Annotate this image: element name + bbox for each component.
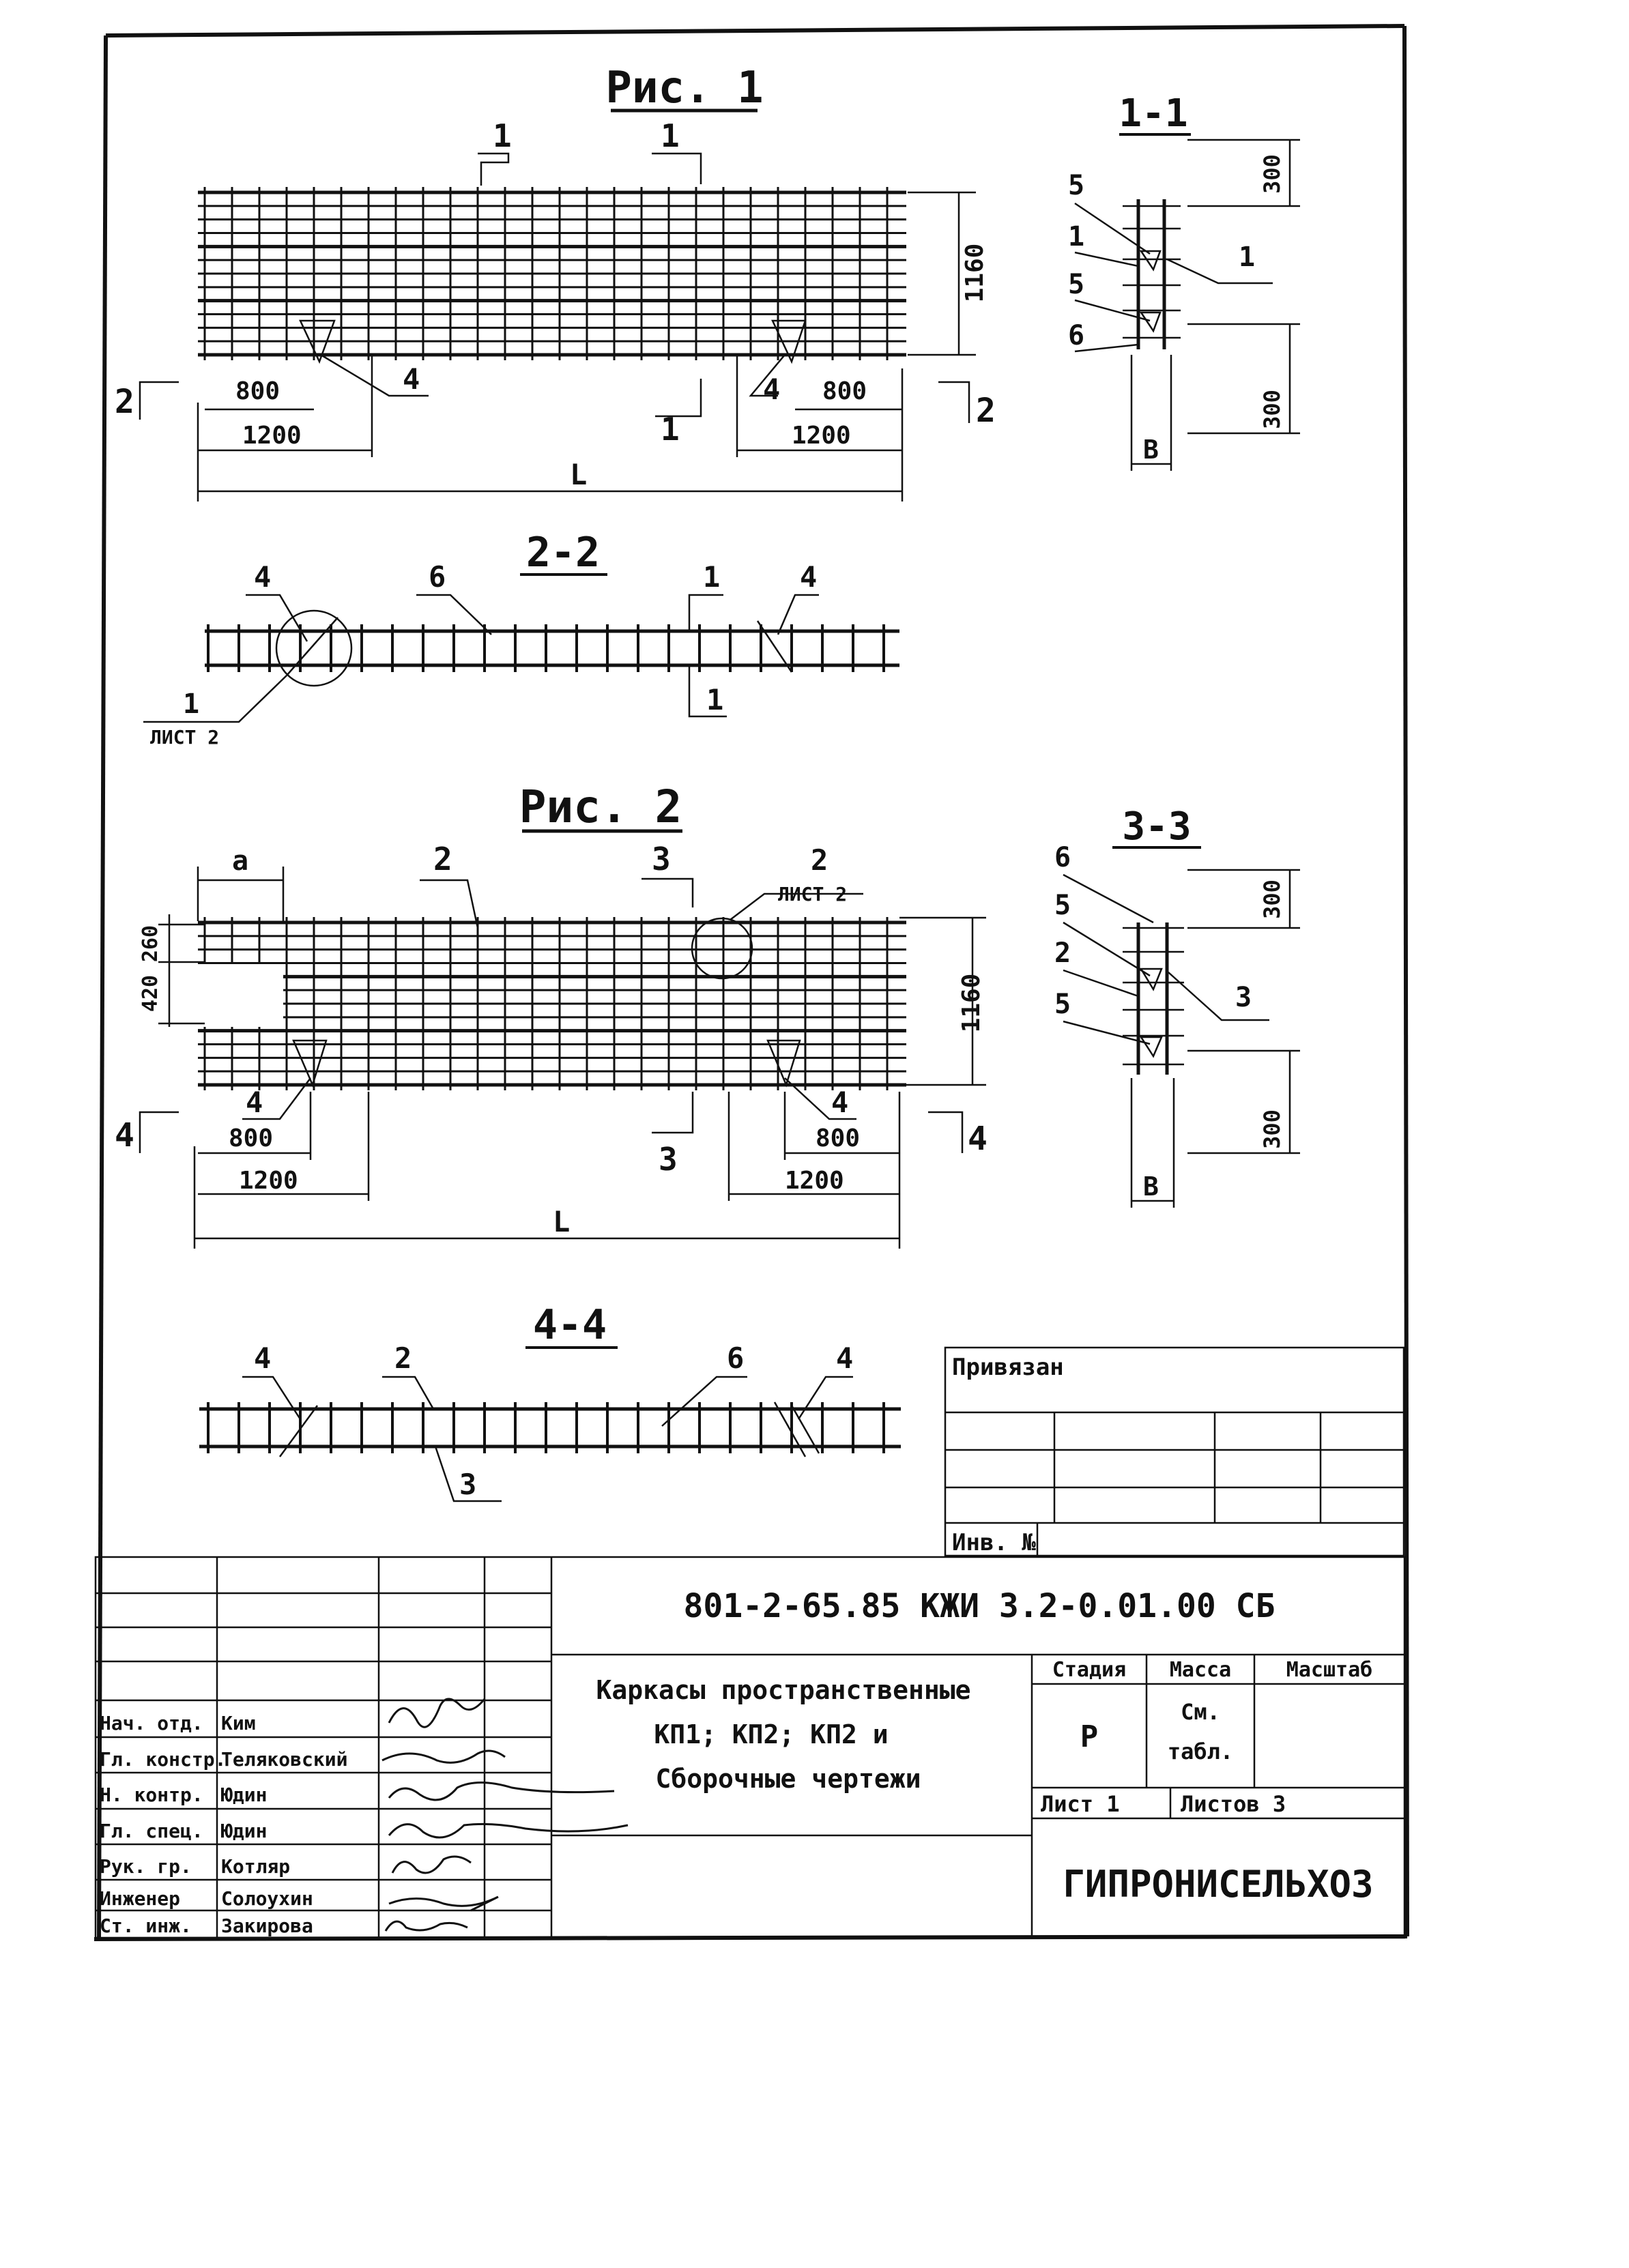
sec44-label-2: 2 [394, 1341, 412, 1375]
sec22-circle-ref-num: 1 [183, 688, 200, 720]
sec44-title: 4-4 [532, 1301, 607, 1349]
binding-box [945, 1348, 1404, 1556]
signature-7 [386, 1921, 467, 1931]
sec44-label-4: 4 [836, 1341, 854, 1375]
fig2-title: Рис. 2 [519, 781, 682, 833]
sec22-circle-ref-sheet: ЛИСТ 2 [150, 726, 220, 748]
title-block-mass-value-1: См. [1181, 1699, 1220, 1725]
sec11-title: 1-1 [1119, 91, 1188, 136]
sec22-title: 2-2 [525, 529, 601, 577]
sec33-label-1: 6 [1054, 842, 1071, 873]
fig2-detail-circle [692, 918, 752, 978]
fig1-section-mark-top: 1 [661, 117, 680, 154]
title-block-header-mass: Масса [1169, 1658, 1232, 1682]
section-1-1 [1068, 91, 1300, 471]
sec44-label-3: 6 [727, 1341, 745, 1375]
fig1-section-side-right: 2 [976, 392, 996, 430]
fig1-dim-left-inner: 800 [235, 377, 280, 405]
title-block-header-scale: Масштаб [1286, 1658, 1373, 1682]
fig2-callout-plate-right: 4 [831, 1086, 849, 1119]
fig2-dim-height: 1160 [957, 973, 985, 1033]
signatures [382, 1699, 628, 1931]
fig1-section-mark-bottom: 1 [661, 411, 680, 448]
fig1-dim-left-outer: 1200 [242, 422, 302, 450]
staff-name: Солоухин [221, 1887, 313, 1910]
fig2-dim-a: a [232, 845, 249, 877]
staff-role: Инженер [100, 1887, 181, 1910]
fig1-title: Рис. 1 [605, 63, 764, 113]
fig2-dim-left-inner: 800 [229, 1124, 274, 1152]
signature-1 [389, 1699, 485, 1727]
staff-role: Гл. спец. [100, 1820, 203, 1842]
sec22-label-1: 4 [254, 560, 272, 594]
sec33-dim-top: 300 [1259, 879, 1285, 919]
staff-role: Нач. отд. [100, 1712, 203, 1734]
title-block-mass-value-2: табл. [1167, 1739, 1234, 1764]
title-block-header-stage: Стадия [1052, 1658, 1127, 1682]
fig2-section-side-right: 4 [968, 1120, 988, 1158]
figure-1 [115, 63, 996, 501]
staff-name: Юдин [221, 1784, 268, 1806]
title-block [96, 1557, 1404, 1938]
fig1-dim-height: 1160 [961, 243, 989, 303]
staff-name: Теляковский [221, 1748, 348, 1771]
title-block-description-3: Сборочные чертежи [655, 1764, 921, 1794]
fig2-circle-ref-num: 2 [811, 843, 828, 877]
sec22-label-3: 1 [703, 560, 721, 594]
signature-6 [389, 1897, 498, 1910]
fig2-callout-main: 2 [433, 841, 452, 877]
fig2-dim-length: L [553, 1205, 571, 1238]
sec33-label-2: 5 [1054, 890, 1071, 921]
sec11-label-1: 5 [1068, 170, 1085, 201]
fig2-section-side-left: 4 [115, 1116, 134, 1154]
section-2-2 [143, 529, 899, 748]
sec11-right-label: 1 [1239, 242, 1256, 273]
fig1-callout-main: 1 [493, 117, 512, 154]
staff-role: Ст. инж. [100, 1915, 192, 1937]
fig2-dim-left-outer: 1200 [239, 1167, 298, 1195]
fig1-callout-plate-left: 4 [403, 362, 420, 396]
staff-name: Котляр [221, 1855, 291, 1878]
staff-rows [100, 1712, 347, 1937]
binding-box-inv-label: Инв. № [952, 1529, 1036, 1556]
sec33-dim-width: B [1143, 1172, 1159, 1202]
sec11-dim-top: 300 [1259, 154, 1285, 194]
binding-box-title: Привязан [952, 1354, 1064, 1381]
title-block-organization: ГИПРОНИСЕЛЬХОЗ [1063, 1863, 1374, 1906]
title-block-sheet-label: Лист 1 [1041, 1791, 1120, 1817]
signature-2 [382, 1751, 505, 1762]
fig2-section-mark-top: 3 [652, 841, 671, 877]
title-block-stage-value: Р [1080, 1719, 1099, 1754]
title-block-description-2: КП1; КП2; КП2 и [654, 1719, 889, 1749]
sec44-bottom-label: 3 [459, 1468, 477, 1501]
fig1-dim-right-outer: 1200 [792, 422, 851, 450]
sec11-label-3: 5 [1068, 269, 1085, 300]
signature-5 [392, 1857, 471, 1873]
sec33-label-4: 5 [1054, 989, 1071, 1020]
sec44-label-1: 4 [254, 1341, 272, 1375]
fig1-callout-plate-right: 4 [763, 373, 781, 406]
staff-name: Ким [221, 1712, 256, 1734]
title-block-description-1: Каркасы пространственные [596, 1675, 971, 1705]
sec11-label-4: 6 [1068, 320, 1085, 351]
fig2-dim-right-inner: 800 [816, 1124, 861, 1152]
fig1-dim-right-inner: 800 [822, 377, 867, 405]
figure-2 [115, 781, 988, 1249]
fig2-section-mark-bottom: 3 [659, 1141, 678, 1178]
staff-name: Юдин [221, 1820, 268, 1842]
sec11-dim-width: B [1143, 435, 1159, 465]
fig1-dim-length: L [570, 458, 588, 491]
fig2-dim-260: 260 [139, 925, 162, 963]
fig2-dim-420: 420 [139, 974, 162, 1013]
section-4-4 [199, 1301, 901, 1501]
sec11-label-2: 1 [1068, 221, 1085, 252]
sec33-title: 3-3 [1122, 804, 1192, 849]
section-3-3 [1054, 804, 1300, 1208]
fig2-callout-plate-left: 4 [246, 1086, 263, 1119]
sec33-dim-bottom: 300 [1259, 1109, 1285, 1149]
fig2-dim-right-outer: 1200 [785, 1167, 844, 1195]
title-block-doc-code: 801-2-65.85 КЖИ 3.2-0.01.00 СБ [683, 1587, 1275, 1625]
fig1-section-side-left: 2 [115, 383, 134, 421]
fig2-circle-ref-sheet: ЛИСТ 2 [778, 883, 848, 905]
fig2-plate-right [768, 1041, 800, 1085]
sec22-bottom-label: 1 [706, 683, 724, 716]
staff-role: Н. контр. [100, 1784, 203, 1806]
staff-name: Закирова [221, 1915, 313, 1937]
signature-3 [389, 1783, 614, 1801]
sec33-right-label: 3 [1235, 982, 1252, 1013]
sec22-label-2: 6 [429, 560, 446, 594]
sec11-dim-bottom: 300 [1259, 390, 1285, 429]
sec33-label-3: 2 [1054, 937, 1071, 969]
staff-role: Гл. констр. [100, 1748, 227, 1771]
title-block-sheets-label: Листов 3 [1181, 1791, 1286, 1817]
sec22-label-4: 4 [800, 560, 818, 594]
staff-role: Рук. гр. [100, 1855, 192, 1878]
